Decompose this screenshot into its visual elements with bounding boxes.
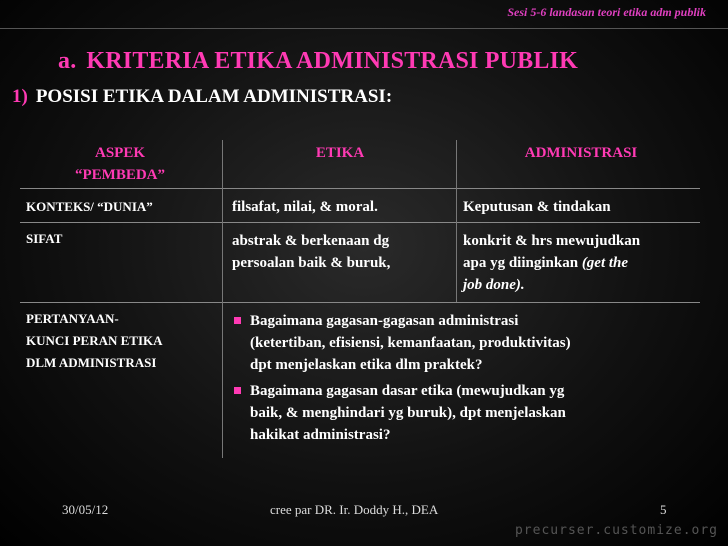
bullet-square-icon	[234, 387, 241, 394]
bullet-2-line3: hakikat administrasi?	[250, 427, 391, 443]
cell-konteks-admin: Keputusan & tindakan	[463, 199, 611, 215]
footer-date: 30/05/12	[62, 502, 109, 517]
pertanyaan-aspek-line1: PERTANYAAN-	[26, 311, 119, 326]
header-administrasi: ADMINISTRASI	[524, 145, 638, 161]
session-note: Sesi 5-6 landasan teori etika adm publik	[507, 5, 706, 19]
section-marker: 1)	[12, 86, 28, 107]
bullet-2-line1: Bagaimana gagasan dasar etika (mewujudkan yg	[250, 383, 565, 399]
sifat-admin-line1: konkrit & hrs mewujudkan	[463, 233, 641, 249]
section-text: POSISI ETIKA DALAM ADMINISTRASI:	[35, 86, 393, 107]
sifat-admin-line2-text: apa yg diinginkan	[463, 255, 579, 271]
cell-pertanyaan-aspek	[26, 308, 163, 374]
cell-sifat-aspek: SIFAT	[26, 231, 63, 246]
bullet-1-line3: dpt menjelaskan etika dlm praktek?	[250, 357, 483, 373]
bullet-1-line1: Bagaimana gagasan-gagasan administrasi	[250, 313, 519, 329]
footer-author: cree par DR. Ir. Doddy H., DEA	[270, 502, 439, 517]
sifat-etika-line1: abstrak & berkenaan dg	[232, 233, 390, 249]
title-marker: a.	[58, 48, 77, 74]
bullet-item-2	[234, 380, 704, 446]
header-aspek-line2: “PEMBEDA”	[75, 167, 165, 183]
sifat-admin-line2-italic: (get the	[581, 255, 629, 271]
header-aspek-line1: ASPEK	[94, 145, 145, 161]
cell-sifat-etika	[232, 230, 390, 274]
cell-konteks-aspek: KONTEKS/ “DUNIA”	[26, 199, 153, 214]
column-divider	[222, 140, 223, 458]
section-heading	[12, 86, 392, 108]
table-divider	[20, 302, 700, 303]
table-divider	[20, 222, 700, 223]
pertanyaan-aspek-line3: DLM ADMINISTRASI	[26, 355, 157, 370]
bullet-square-icon	[234, 317, 241, 324]
sifat-admin-line2	[463, 252, 640, 274]
header-aspek	[20, 142, 220, 186]
slide-title	[58, 48, 578, 75]
watermark: precurser.customize.org	[514, 523, 718, 538]
cell-konteks-etika: filsafat, nilai, & moral.	[232, 199, 378, 215]
column-divider	[456, 140, 457, 302]
bullet-item-1	[234, 310, 704, 376]
sifat-admin-line3-italic: job done).	[463, 277, 525, 293]
title-text: KRITERIA ETIKA ADMINISTRASI PUBLIK	[86, 48, 578, 74]
bullet-2-line2: baik, & menghindari yg buruk), dpt menjelaskan	[250, 405, 566, 421]
sifat-etika-line2: persoalan baik & buruk,	[232, 255, 391, 271]
bullet-1-line2: (ketertiban, efisiensi, kemanfaatan, produktivitas)	[250, 335, 571, 351]
pertanyaan-aspek-line2: KUNCI PERAN ETIKA	[26, 333, 163, 348]
table-divider	[20, 188, 700, 189]
cell-sifat-admin	[463, 230, 640, 296]
footer-page-number: 5	[660, 502, 667, 517]
header-etika: ETIKA	[315, 145, 365, 161]
